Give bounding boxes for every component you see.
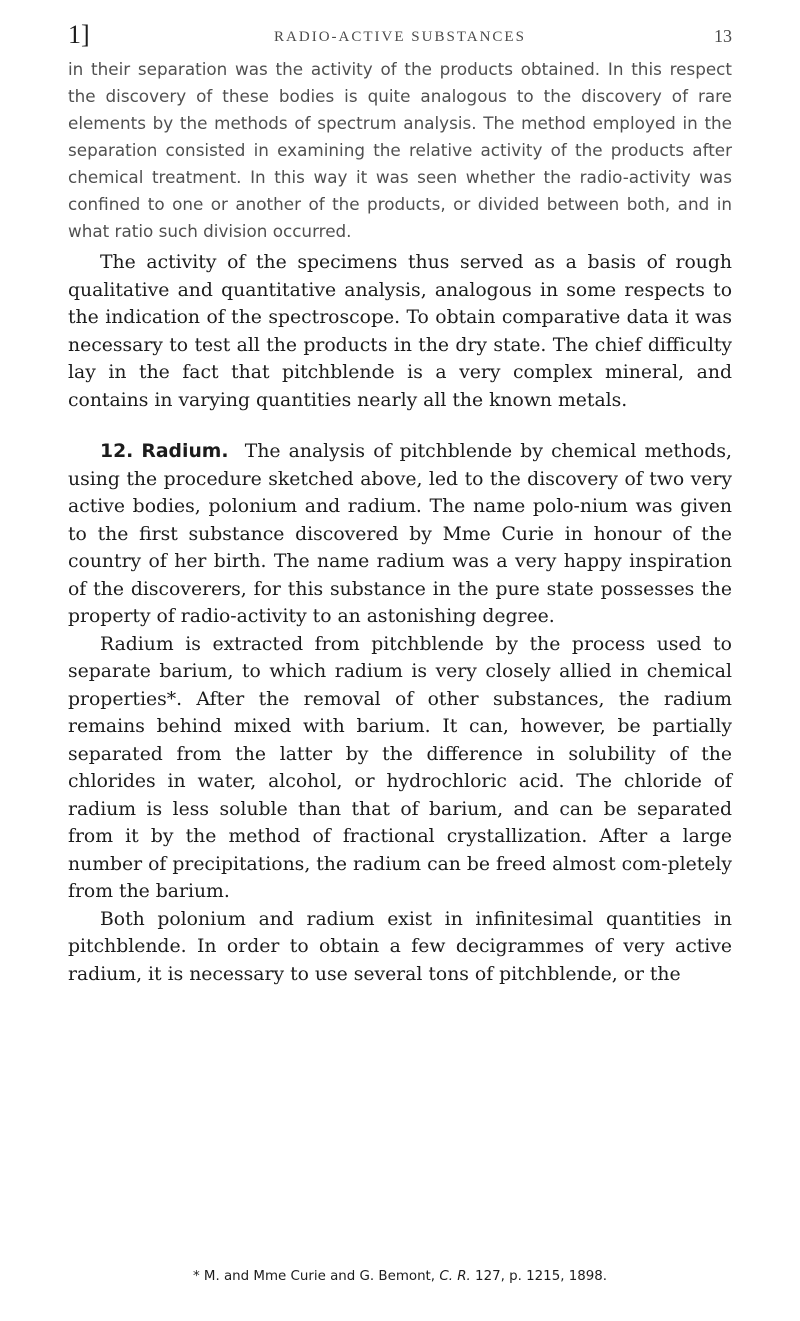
- section-title: Radium.: [141, 441, 229, 462]
- paragraph-continuation: in their separation was the activity of the products obtained. In this respect the discovery of these bodies is quite analogous to the discovery of rare elements by the methods of spectrum analysis. The method employed in the separation consisted in examining the relative activity of the products after chemical treatment. In this way it was seen whether the radio-activity was confined to one or another of the products, or divided between both, and in what ratio such division occurred.: [68, 59, 732, 241]
- running-header: [68, 20, 732, 50]
- chapter-marker: 1]: [68, 20, 90, 49]
- footnote-citation: 127, p. 1215, 1898.: [475, 1269, 608, 1284]
- footnote: [0, 1268, 800, 1286]
- footnote-marker: *: [192, 1269, 200, 1284]
- paragraph-activity-analysis: The activity of the specimens thus served as a basis of rough qualitative and quantitative analysis, analogous in some respects to the indication of the spectroscope. To obtain comparative data it was necessary to test all the products in the dry state. The chief difficulty lay in the fact that pitchblende is a very complex mineral, and contains in varying quantities nearly all the known metals.: [68, 252, 732, 411]
- faded-text-block: [68, 56, 732, 245]
- footnote-authors: M. and Mme Curie and G. Bemont,: [203, 1269, 436, 1284]
- footnote-journal: C. R.: [439, 1269, 471, 1284]
- section-number: 12.: [100, 441, 134, 462]
- running-title: RADIO-ACTIVE SUBSTANCES: [274, 29, 526, 45]
- page-number: 13: [714, 26, 732, 46]
- page-body: [68, 56, 732, 988]
- paragraph-radium-extraction: Radium is extracted from pitchblende by the process used to separate barium, to which radium is very closely allied in chemical properties*. After the removal of other substances, the radium remains behind mixed with barium. It can, however, be partially separated from the latter by the difference in solubility of the chlorides in water, alcohol, or hydrochloric acid. The chloride of radium is less soluble than that of barium, and can be separated from it by the method of fractional crystallization. After a large number of precipitations, the radium can be freed almost com-pletely from the barium.: [68, 633, 732, 902]
- section-body: The analysis of pitchblende by chemical methods, using the procedure sketched above, led to the discovery of two very active bodies, polonium and radium. The name polo-nium was given to the first substance discovered by Mme Curie in honour of the country of her birth. The name radium was a very happy inspiration of the discoverers, for this substance in the pure state possesses the property of radio-activity to an astonishing degree.: [68, 441, 732, 627]
- section-radium: [68, 438, 732, 631]
- main-text-block: [68, 249, 732, 988]
- paragraph-quantities: Both polonium and radium exist in infinitesimal quantities in pitchblende. In order to obtain a few decigrammes of very active radium, it is necessary to use several tons of pitchblende, or the: [68, 908, 732, 985]
